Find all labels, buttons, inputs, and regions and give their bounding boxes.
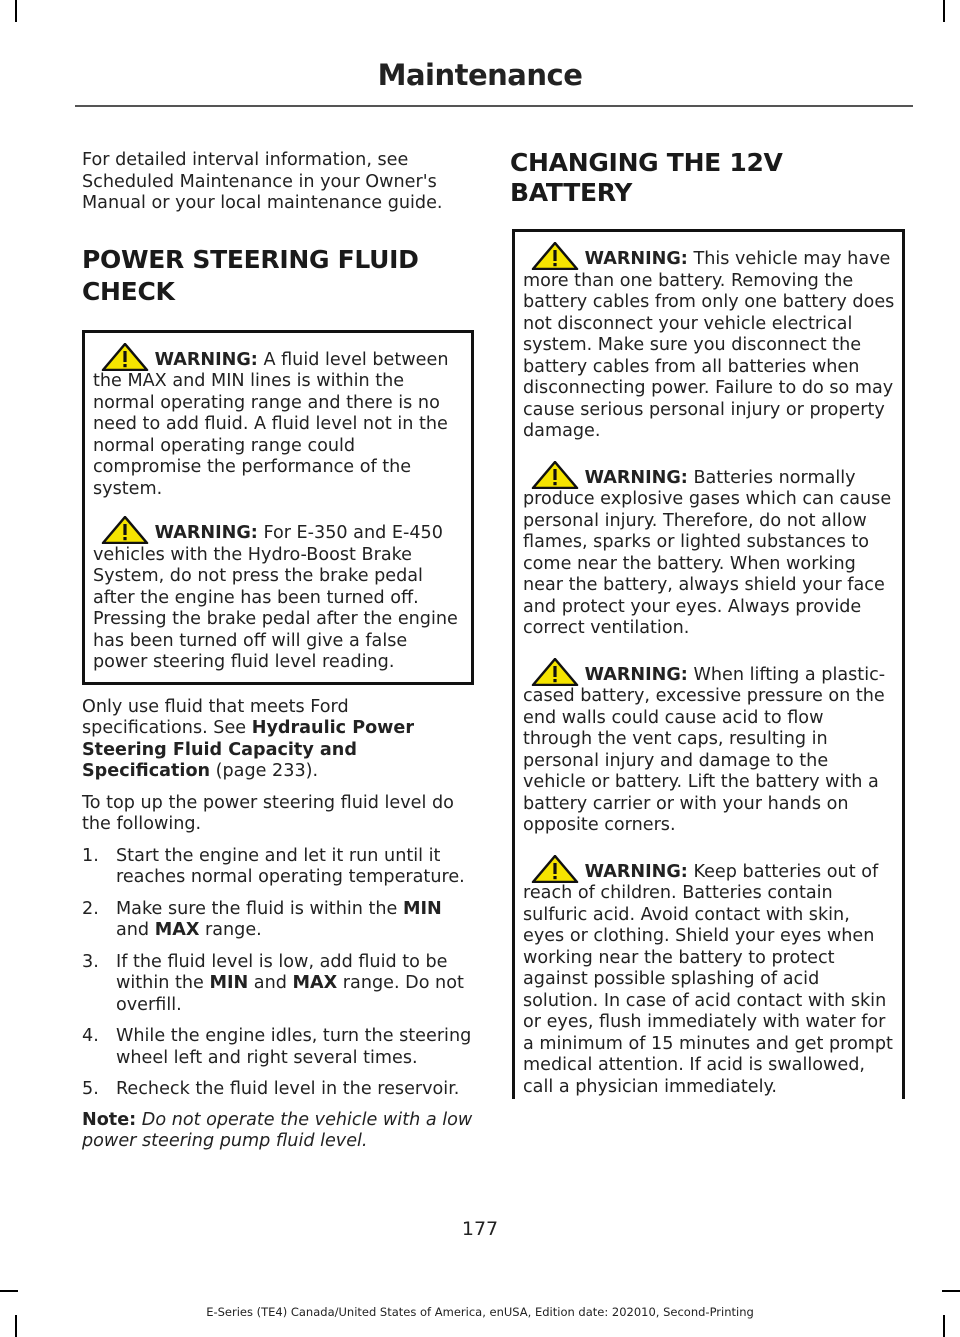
warning-paragraph	[523, 461, 896, 640]
left-column	[82, 150, 474, 1153]
step-text: and	[116, 920, 155, 940]
warning-text: Batteries normally produce explosive gases which can cause personal injury. Therefore, do not allow flames, sparks or lighted substances to come near the battery. When working near the battery, always shield your face and protect your eyes. Always provide correct ventilation.	[523, 467, 892, 638]
list-item	[82, 846, 474, 889]
crop-mark-bottom-right-h	[942, 1290, 960, 1292]
crop-mark-bottom-left-h	[0, 1290, 18, 1292]
crop-mark-top-left-v	[15, 0, 17, 22]
warning-label: WARNING:	[584, 861, 688, 882]
warning-label: WARNING:	[584, 664, 688, 685]
warning-triangle-icon	[101, 343, 149, 371]
page-header-title: Maintenance	[377, 58, 583, 92]
warning-triangle-icon	[101, 516, 149, 544]
warning-label: WARNING:	[154, 523, 258, 543]
battery-heading: CHANGING THE 12V BATTERY	[510, 148, 783, 207]
warning-text: This vehicle may have more than one battery. Removing the battery cables from only one battery does not disconnect your vehicle electrical system. Make sure you disconnect the battery cables from all batteries when disconnecting power. Failure to do so may cause serious personal injury or property damage.	[523, 249, 895, 441]
note-text: Do not operate the vehicle with a low power steering pump fluid level.	[82, 1109, 473, 1151]
battery-warning-box	[512, 229, 905, 1099]
page-number: 177	[461, 1218, 499, 1240]
step-text: MAX	[292, 973, 338, 993]
fluid-spec-suffix: (page 233).	[210, 761, 319, 781]
warning-label: WARNING:	[584, 467, 688, 488]
step-text: MIN	[402, 898, 442, 919]
warning-triangle-icon	[531, 658, 579, 686]
note-label: Note:	[82, 1109, 137, 1130]
fluid-spec-paragraph	[82, 697, 474, 783]
warning-text: When lifting a plastic-cased battery, excessive pressure on the end walls could cause acid to flow through the vent caps, resulting in personal injury and damage to the vehicle or battery. Lift the battery with a battery carrier or with your hands on opposite corners.	[523, 664, 886, 835]
warning-paragraph	[93, 343, 465, 501]
step-text: Make sure the fluid is within the	[116, 898, 403, 919]
list-item	[82, 952, 474, 1017]
step-number: 2.	[82, 898, 99, 919]
warning-paragraph	[523, 242, 896, 443]
header-divider	[75, 105, 913, 107]
list-item	[82, 1026, 474, 1069]
warning-text: A fluid level between the MAX and MIN lines is within the normal operating range and there is no need to add fluid. A fluid level not in the normal operating range could compromise the performance of the system.	[93, 349, 449, 499]
warning-triangle-icon	[531, 855, 579, 883]
warning-text: Keep batteries out of reach of children. Batteries contain sulfuric acid. Avoid contact with skin, eyes or clothing. Shield your eyes when working near the battery to protect against possible splashing of acid solution. In case of acid contact with skin or eyes, flush immediately with water for a minimum of 15 minutes and get prompt medical attention. If acid is swallowed, call a physician immediately.	[523, 861, 893, 1097]
power-steering-heading	[82, 245, 474, 307]
crop-mark-top-right-v	[943, 0, 945, 22]
step-text: range.	[199, 920, 262, 940]
step-text: MAX	[154, 920, 200, 940]
warning-paragraph	[523, 855, 896, 1099]
step-text: Start the engine and let it run until it reaches normal operating temperature.	[116, 845, 465, 887]
warning-label: WARNING:	[584, 249, 688, 269]
warning-paragraph	[523, 658, 896, 837]
right-column	[512, 148, 905, 1099]
intro-paragraph: For detailed interval information, see Scheduled Maintenance in your Owner's Manual or your local maintenance guide.	[82, 150, 443, 213]
step-number: 4.	[82, 1026, 99, 1046]
step-number: 3.	[82, 951, 99, 972]
edition-footer: E-Series (TE4) Canada/United States of America, enUSA, Edition date: 202010, Second-Printing	[206, 1305, 754, 1319]
step-number: 5.	[82, 1079, 99, 1099]
warning-triangle-icon	[531, 242, 579, 270]
topup-intro: To top up the power steering fluid level do the following.	[82, 792, 454, 834]
step-text: and	[248, 973, 293, 993]
power-steering-warning-box	[82, 330, 474, 685]
fluid-spec-link[interactable]: Hydraulic Power Steering Fluid Capacity and Specification	[82, 718, 415, 781]
warning-triangle-icon	[531, 461, 579, 489]
fluid-spec-prefix: Only use fluid that meets Ford specifications. See	[82, 696, 349, 738]
step-text: Recheck the fluid level in the reservoir.	[116, 1079, 460, 1099]
warning-text: For E-350 and E-450 vehicles with the Hydro-Boost Brake System, do not press the brake pedal after the engine has been turned off. Pressing the brake pedal after the engine has been turned off will give a false power steering fluid level reading.	[93, 523, 458, 672]
step-text: If the fluid level is low, add fluid to be within the	[116, 951, 448, 993]
step-text: range. Do not overfill.	[116, 973, 464, 1015]
list-item	[82, 899, 474, 942]
step-text: MIN	[209, 973, 249, 993]
list-item	[82, 1079, 474, 1101]
heading-line-2: CHECK	[82, 276, 175, 306]
step-text: While the engine idles, turn the steering wheel left and right several times.	[116, 1026, 472, 1068]
step-number: 1.	[82, 845, 99, 866]
heading-line-1: POWER STEERING FLUID	[82, 244, 419, 274]
note-paragraph	[82, 1110, 474, 1153]
topup-steps-list	[82, 846, 474, 1101]
warning-paragraph	[93, 516, 465, 674]
warning-label: WARNING:	[154, 349, 258, 370]
